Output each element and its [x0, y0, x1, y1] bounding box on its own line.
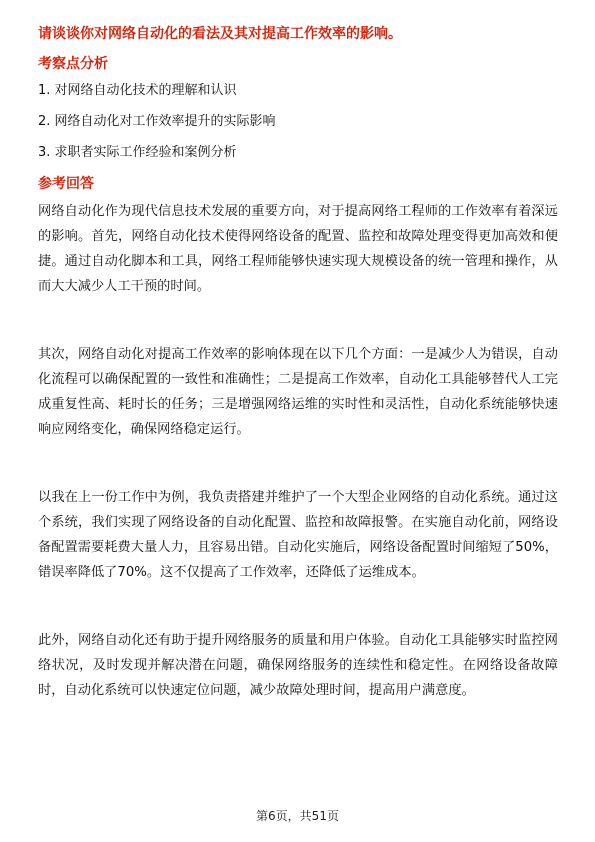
- analysis-title: 考察点分析: [38, 56, 108, 72]
- answer-paragraph-3: 以我在上一份工作中为例，我负责搭建并维护了一个大型企业网络的自动化系统。通过这个系统，我们实现了网络设备的自动化配置、监控和故障报警。在实施自动化前，网络设备配置需要耗费大量人力，且容易出错。自动化实施后，网络设备配置时间缩短了50%，错误率降低了70%。这不仅提高了工作效率，还降低了运维成本。: [38, 490, 558, 580]
- analysis-item-3: 3. 求职者实际工作经验和案例分析: [38, 145, 237, 160]
- answer-paragraph-4: 此外，网络自动化还有助于提升网络服务的质量和用户体验。自动化工具能够实时监控网络状况，及时发现并解决潜在问题，确保网络服务的连续性和稳定性。在网络设备故障时，自动化系统可以快速定位问题，减少故障处理时间，提高用户满意度。: [38, 633, 558, 698]
- answer-title: 参考回答: [38, 176, 94, 192]
- page-number-footer: 第6页，共51页: [256, 809, 339, 823]
- analysis-item-2: 2. 网络自动化对工作效率提升的实际影响: [38, 114, 276, 129]
- question-heading: 请谈谈你对网络自动化的看法及其对提高工作效率的影响。: [38, 26, 402, 42]
- answer-paragraph-1: 网络自动化作为现代信息技术发展的重要方向，对于提高网络工程师的工作效率有着深远的影响。首先，网络自动化技术使得网络设备的配置、监控和故障处理变得更加高效和便捷。通过自动化脚本和工具，网络工程师能够快速实现大规模设备的统一管理和操作，从而大大减少人工干预的时间。: [38, 204, 558, 294]
- analysis-item-1: 1. 对网络自动化技术的理解和认识: [38, 83, 237, 98]
- answer-paragraph-2: 其次，网络自动化对提高工作效率的影响体现在以下几个方面：一是减少人为错误，自动化流程可以确保配置的一致性和准确性；二是提高工作效率，自动化工具能够替代人工完成重复性高、耗时长的任务；三是增强网络运维的实时性和灵活性，自动化系统能够快速响应网络变化，确保网络稳定运行。: [38, 347, 558, 437]
